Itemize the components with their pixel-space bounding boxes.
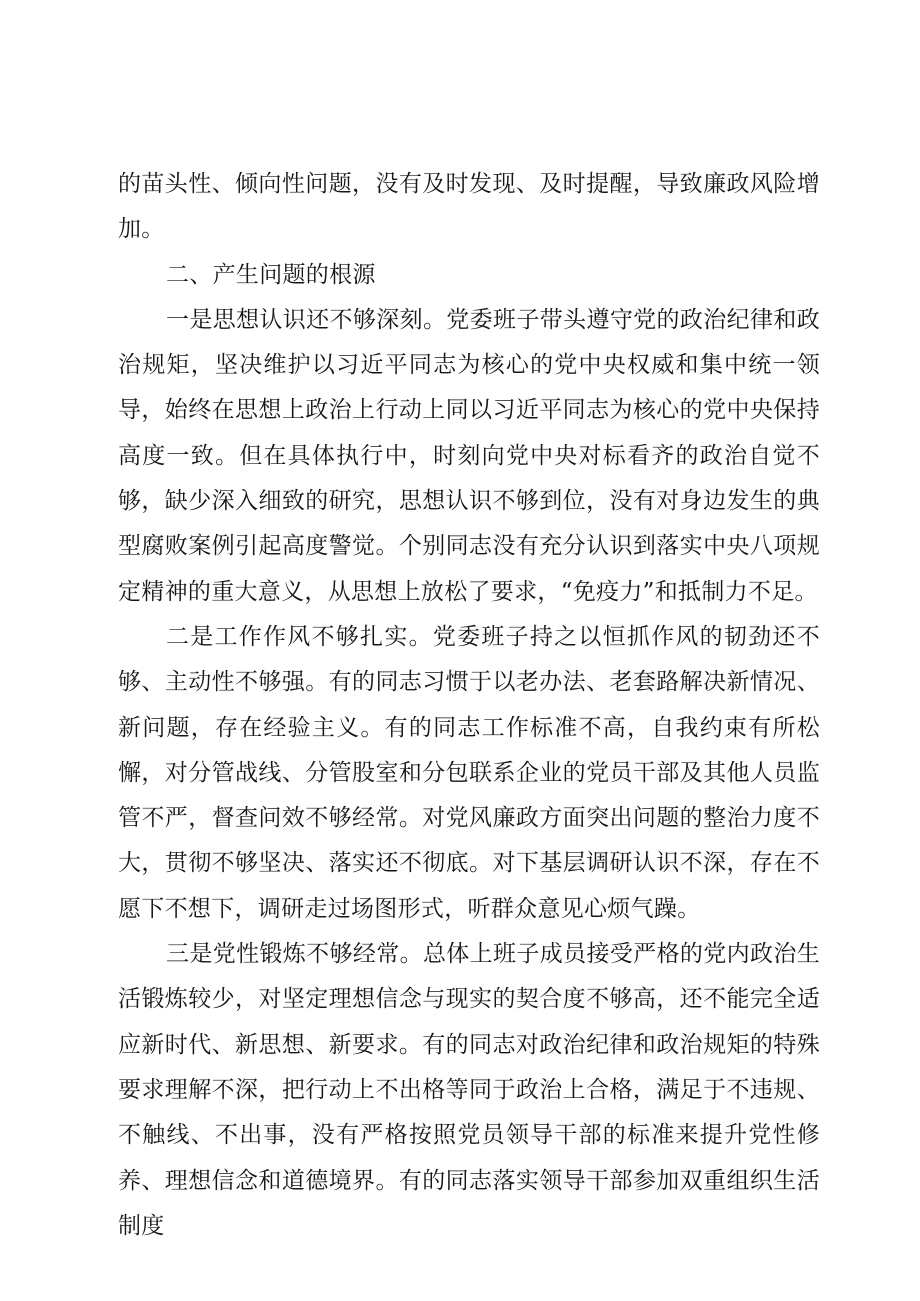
paragraph-party-spirit: 三是党性锻炼不够经常。总体上班子成员接受严格的党内政治生活锻炼较少，对坚定理想信念与现实的契合度不够高，还不能完全适应新时代、新思想、新要求。有的同志对政治纪律和政治规矩的特殊要求理解不深，把行动上不出格等同于政治上合格，满足于不违规、不触线、不出事，没有严格按照党员领导干部的标准来提升党性修养、理想信念和道德境界。有的同志落实领导干部参加双重组织生活制度 <box>118 941 820 1239</box>
paragraph-work-style: 二是工作作风不够扎实。党委班子持之以恒抓作风的韧劲还不够、主动性不够强。有的同志习惯于以老办法、老套路解决新情况、新问题，存在经验主义。有的同志工作标准不高，自我约束有所松懈，对分管战线、分管股室和分包联系企业的党员干部及其他人员监管不严，督查问效不够经常。对党风廉政方面突出问题的整治力度不大，贯彻不够坚决、落实还不彻底。对下基层调研认识不深，存在不愿下不想下，调研走过场图形式，听群众意见心烦气躁。 <box>118 623 820 922</box>
section-heading: 二、产生问题的根源 <box>166 261 376 288</box>
paragraph-thinking: 一是思想认识还不够深刻。党委班子带头遵守党的政治纪律和政治规矩，坚决维护以习近平同志为核心的党中央权威和集中统一领导，始终在思想上政治上行动上同以习近平同志为核心的党中央保持高度一致。但在具体执行中，时刻向党中央对标看齐的政治自觉不够，缺少深入细致的研究，思想认识不够到位，没有对身边发生的典型腐败案例引起高度警觉。个别同志没有充分认识到落实中央八项规定精神的重大意义，从思想上放松了要求，“免疫力”和抵制力不足。 <box>118 306 820 605</box>
document-body <box>118 162 820 1249</box>
paragraph-continuation: 的苗头性、倾向性问题，没有及时发现、及时提醒，导致廉政风险增加。 <box>118 171 820 243</box>
